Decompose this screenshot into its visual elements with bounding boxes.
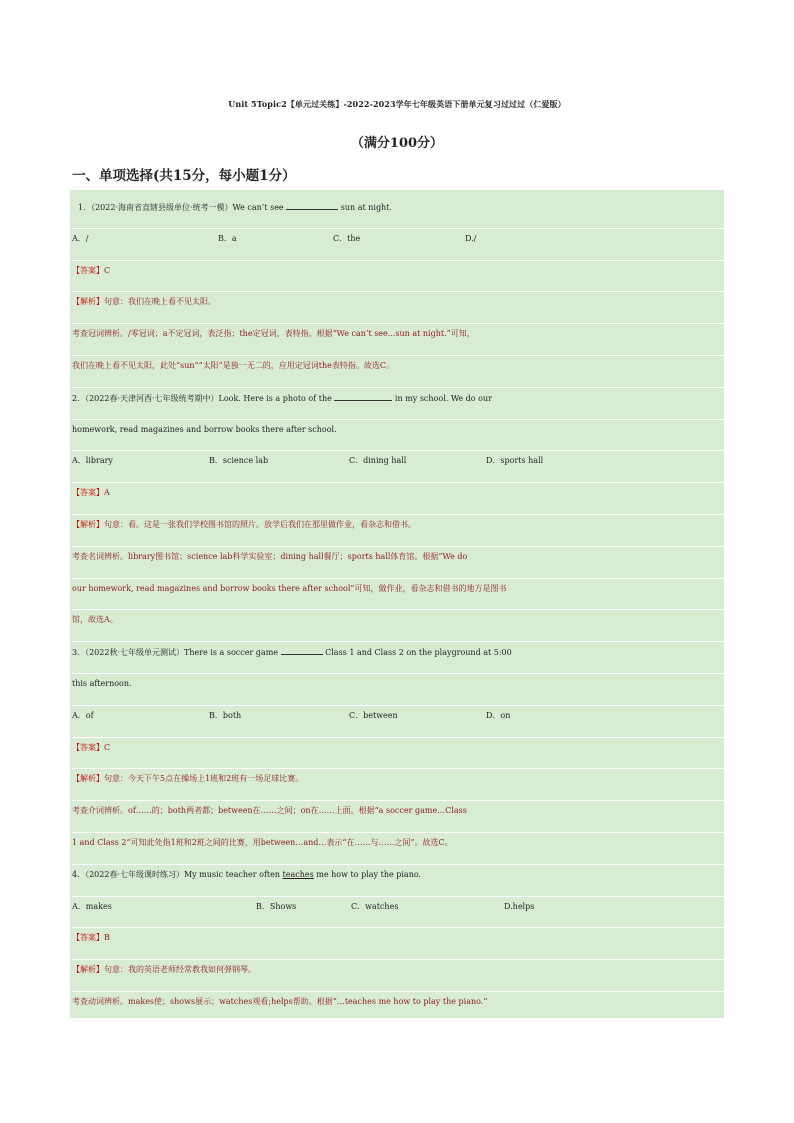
question-1-options [72,228,724,243]
question-3-options [72,705,724,720]
question-4-stem: 4．（2022春·七年级课时练习）My music teacher often teaches me how to play the piano. [72,864,724,885]
question-1-analysis-line: 【解析】句意：我们在晚上看不见太阳。 [72,291,724,312]
question-2-option-c: C．dining hall [349,456,407,465]
question-2-options [72,450,724,465]
question-1-option-b: B．a [218,234,237,243]
question-1-answer: 【答案】C [72,260,724,281]
question-2-option-d: D．sports hall [486,456,544,465]
question-1-stem: 1．（2022·海南省直辖县级单位·统考一模）We can’t see sun at night. [72,197,724,218]
question-4-option-b: B．Shows [256,902,297,911]
question-3-analysis-line: 【解析】句意：今天下午5点在操场上1班和2班有一场足球比赛。 [72,768,724,789]
question-3-option-a: A．of [72,711,94,720]
question-2-analysis-line: 【解析】句意：看。这是一张我们学校图书馆的照片。放学后我们在那里做作业，看杂志和借书。 [72,514,724,535]
question-3-option-c: C．between [349,711,398,720]
question-2-answer: 【答案】A [72,482,724,503]
question-1-option-d: D./ [465,234,477,243]
question-4-underlined-word: teaches [282,870,314,879]
question-3-analysis-line: 考查介词辨析。of……的；both两者都；between在……之间；on在……上面。根据“a soccer game…Class [72,800,724,821]
question-4-option-a: A．makes [72,902,112,911]
question-1-option-c: C．the [333,234,361,243]
question-2-blank [334,388,392,401]
question-4-option-c: C．watches [351,902,399,911]
question-3-analysis-line: 1 and Class 2”可知此处指1班和2班之间的比赛，用between…and…表示“在……与……之间”。故选C。 [72,832,724,853]
question-4-analysis-line: 考查动词辨析。makes使；shows展示；watches观看;helps帮助。根据“…teaches me how to play the piano.” [72,991,724,1012]
question-3-answer: 【答案】C [72,737,724,758]
question-2-analysis-line: 馆，故选A。 [72,609,724,630]
document-subtitle: （满分100分） [350,136,444,151]
question-2-analysis-line: our homework, read magazines and borrow books there after school”可知，做作业，看杂志和借书的地方是图书 [72,578,724,599]
question-3-blank [281,642,323,655]
document-title: Unit 5Topic2【单元过关练】-2022-2023学年七年级英语下册单元复习过过过（仁爱版） [228,99,566,109]
question-2-stem: 2．（2022春·天津河西·七年级统考期中）Look. Here is a photo of the in my school. We do our [72,387,724,409]
question-2-analysis-line: 考查名词辨析。library图书馆；science lab科学实验室；dining hall餐厅；sports hall体育馆。根据“We do [72,546,724,567]
question-4-option-d: D.helps [504,902,535,911]
question-3-stem-cont: this afternoon. [72,673,724,694]
section-heading: 一、单项选择(共15分，每小题1分） [72,168,296,184]
question-1-analysis-line: 我们在晚上看不见太阳，此处“sun”“太阳”是独一无二的，应用定冠词the表特指。故选C。 [72,355,724,376]
question-4-answer: 【答案】B [72,927,724,948]
question-1-option-a: A．/ [72,234,89,243]
question-4-analysis-line: 【解析】句意：我的英语老师经常教我如何弹钢琴。 [72,959,724,980]
question-3-option-d: D．on [486,711,511,720]
question-3-stem: 3．（2022秋·七年级单元测试）There is a soccer game Class 1 and Class 2 on the playground at 5:00 [72,641,724,663]
question-3-option-b: B．both [209,711,242,720]
question-2-stem-cont: homework, read magazines and borrow books there after school. [72,419,724,440]
question-2-option-b: B．science lab [209,456,269,465]
question-1-blank [286,197,338,210]
question-4-options [72,896,724,911]
question-2-option-a: A．library [72,456,113,465]
question-1-analysis-line: 考查冠词辨析。/零冠词；a不定冠词，表泛指；the定冠词，表特指。根据“We can’t see...sun at night.”可知， [72,323,724,344]
answer-panel [70,190,724,1018]
